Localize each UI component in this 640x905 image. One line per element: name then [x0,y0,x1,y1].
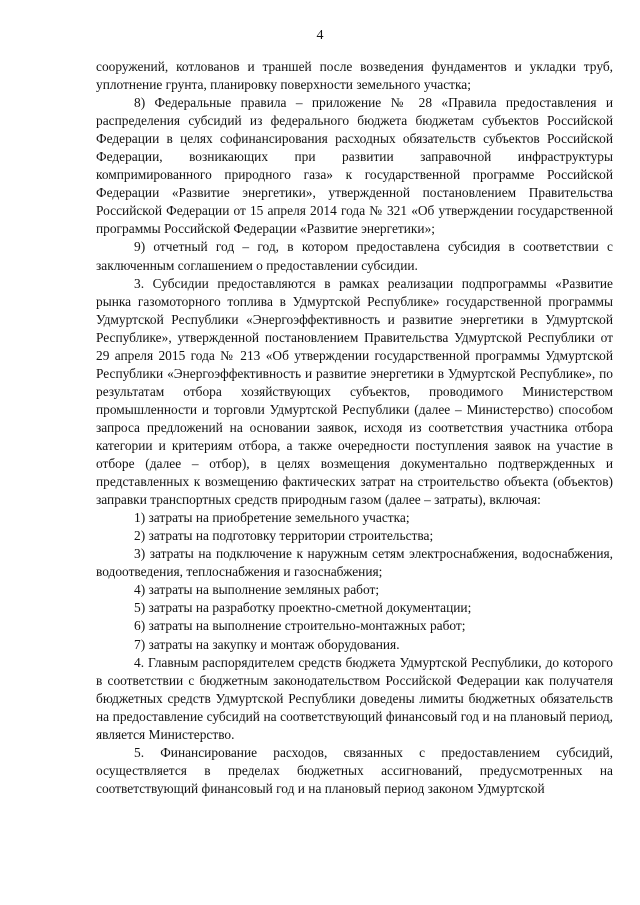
paragraph: сооружений, котлованов и траншей после возведения фундаментов и укладки труб, уплотнение грунта, планировку поверхности земельного участка; [96,59,613,93]
paragraph: 3. Субсидии предоставляются в рамках реализации подпрограммы «Развитие рынка газомоторного топлива в Удмуртской Республике» государственной программы Удмуртской Республики «Энергоэффективность и развитие энергетики в Удмуртской Республике», утвержденной постановлением Правительства Удмуртской Республики от 29 апреля 2015 года № 213 «Об утверждении государственной программы Удмуртской Республики «Энергоэффективность и развитие энергетики в Удмуртской Республике», по результатам отбора хозяйствующих субъектов, проводимого Министерством промышленности и торговли Удмуртской Республики (далее – Министерство) способом запроса предложений на основании заявок, исходя из соответствия участника отбора категории и критериям отбора, а также очередности поступления заявок на участие в отборе (далее – отбор), в целях возмещения документально подтвержденных и представленных к возмещению фактических затрат на строительство объекта (объектов) заправки транспортных средств природным газом (далее – затраты), включая: [96,275,613,508]
list-item: 5) затраты на разработку проектно-сметной документации; [134,600,472,616]
document-body [96,58,613,798]
page-number: 4 [316,28,324,43]
list-item: 4) затраты на выполнение земляных работ; [134,582,380,598]
list-item: 1) затраты на приобретение земельного участка; [134,510,410,526]
paragraph: 5. Финансирование расходов, связанных с предоставлением субсидий, осуществляется в пределах бюджетных ассигнований, предусмотренных на соответствующий финансовый год и на плановый период законом Удмуртской [96,744,613,796]
list-item: 7) затраты на закупку и монтаж оборудования. [134,636,400,652]
paragraph: 9) отчетный год – год, в котором предоставлена субсидия в соответствии с заключенным соглашением о предоставлении субсидии. [96,239,613,273]
paragraph: 4. Главным распорядителем средств бюджета Удмуртской Республики, до которого в соответствии с бюджетным законодательством Российской Федерации как получателя бюджетных средств Удмуртской Республики доведены лимиты бюджетных обязательств на предоставление субсидий на соответствующий финансовый год и на плановый период, является Министерство. [96,654,613,742]
paragraph: 8) Федеральные правила – приложение № 28 «Правила предоставления и распределения субсидий из федерального бюджета бюджетам субъектов Российской Федерации в целях софинансирования расходных обязательств субъектов Российской Федерации, возникающих при развитии заправочной инфраструктуры компримированного природного газа» к государственной программе Российской Федерации «Развитие энергетики», утвержденной постановлением Правительства Российской Федерации от 15 апреля 2014 года № 321 «Об утверждении государственной программы Российской Федерации «Развитие энергетики»; [96,95,613,237]
list-item: 3) затраты на подключение к наружным сетям электроснабжения, водоснабжения, водоотведения, теплоснабжения и газоснабжения; [96,546,613,580]
list-item: 6) затраты на выполнение строительно-монтажных работ; [134,618,466,634]
list-item: 2) затраты на подготовку территории строительства; [134,528,434,544]
